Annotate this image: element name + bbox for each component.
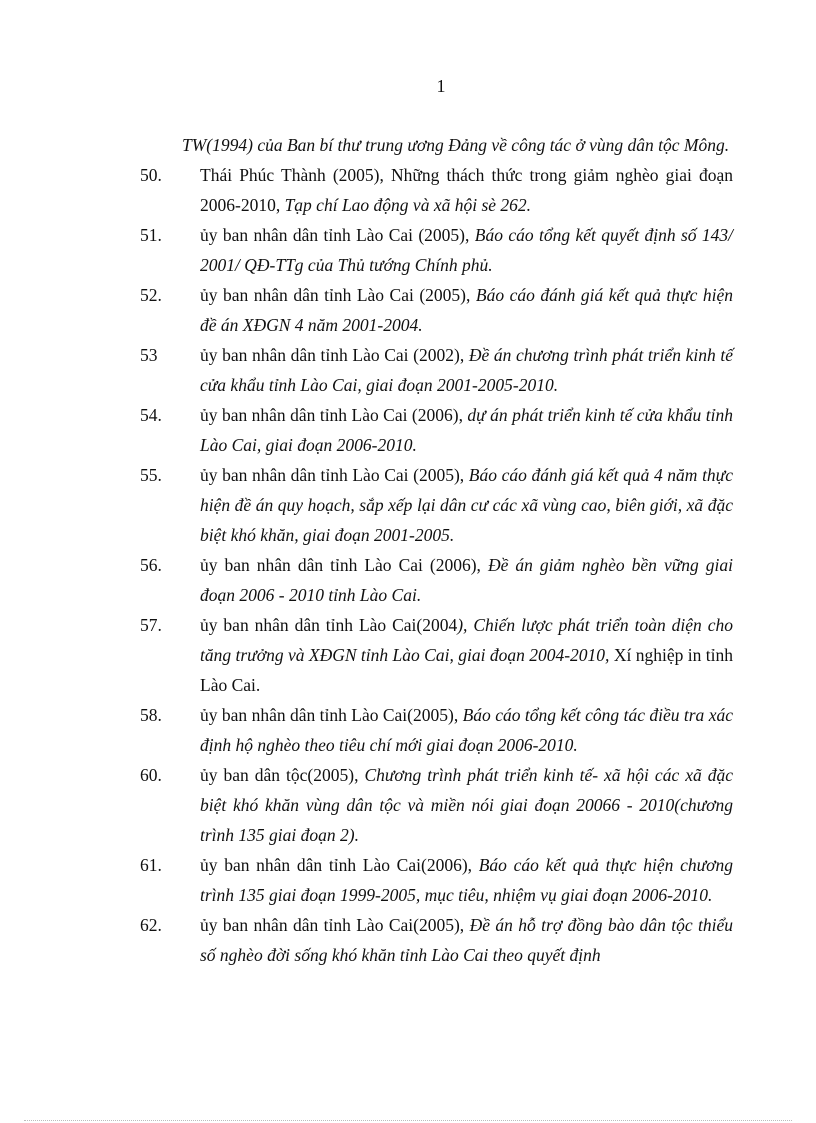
- page-bottom-rule: [24, 1120, 792, 1121]
- reference-author: ủy ban nhân dân tỉnh Lào Cai (2002),: [200, 345, 469, 365]
- reference-number: 61.: [140, 855, 162, 875]
- reference-author: ủy ban nhân dân tỉnh Lào Cai(2005),: [200, 915, 470, 935]
- reference-item: [140, 340, 733, 400]
- reference-author: ủy ban nhân dân tỉnh Lào Cai (2006),: [200, 555, 488, 575]
- reference-item: [140, 610, 733, 700]
- reference-title: Chương trình phát triển kinh tế- xã hội các xã đặc biệt khó khăn vùng dân tộc và miền nói giai đoạn 20066 - 2010(chương trình 135 giai đoạn 2).: [200, 765, 733, 845]
- page-number: 1: [436, 76, 446, 96]
- reference-title: Báo cáo tổng kết công tác điều tra xác định hộ nghèo theo tiêu chí mới giai đoạn 2006-2010.: [200, 705, 733, 755]
- reference-author: ủy ban dân tộc(2005),: [200, 765, 365, 785]
- reference-title: dự án phát triển kinh tế cửa khẩu tỉnh Lào Cai, giai đoạn 2006-2010.: [200, 405, 733, 455]
- reference-item: [140, 130, 733, 160]
- reference-item: [140, 280, 733, 340]
- reference-item: [140, 220, 733, 280]
- reference-number: 55.: [140, 465, 162, 485]
- reference-item: [140, 910, 733, 970]
- reference-title: Báo cáo kết quả thực hiện chương trình 135 giai đoạn 1999-2005, mục tiêu, nhiệm vụ giai đoạn 2006-2010.: [200, 855, 733, 905]
- reference-number: 56.: [140, 555, 162, 575]
- reference-number: 51.: [140, 225, 162, 245]
- reference-publisher: Xí nghiệp in tỉnh Lào Cai.: [200, 645, 733, 695]
- reference-title: Báo cáo tổng kết quyết định số 143/ 2001/ QĐ-TTg của Thủ tướng Chính phủ.: [200, 225, 733, 275]
- reference-number: 58.: [140, 705, 162, 725]
- reference-item: [140, 400, 733, 460]
- reference-author: ủy ban nhân dân tỉnh Lào Cai (2005),: [200, 225, 475, 245]
- reference-author: ủy ban nhân dân tỉnh Lào Cai(2005),: [200, 705, 463, 725]
- reference-item: [140, 850, 733, 910]
- reference-title: TW(1994) của Ban bí thư trung ương Đảng về công tác ở vùng dân tộc Mông.: [182, 135, 730, 155]
- reference-number: 50.: [140, 165, 162, 185]
- reference-title: Tạp chí Lao động và xã hội sè 262.: [284, 195, 532, 215]
- reference-author: ủy ban nhân dân tỉnh Lào Cai(2004: [200, 615, 458, 635]
- reference-title: Đề án chương trình phát triển kinh tế cửa khẩu tỉnh Lào Cai, giai đoạn 2001-2005-2010.: [200, 345, 733, 395]
- reference-author: ủy ban nhân dân tỉnh Lào Cai(2006),: [200, 855, 479, 875]
- reference-number: 57.: [140, 615, 162, 635]
- reference-title: Báo cáo đánh giá kết quả 4 năm thực hiện đề án quy hoạch, sắp xếp lại dân cư các xã vùng cao, biên giới, xã đặc biệt khó khăn, giai đoạn 2001-2005.: [200, 465, 733, 545]
- reference-title: ), Chiến lược phát triển toàn diện cho tăng trưởng và XĐGN tỉnh Lào Cai, giai đoạn 2004-2010,: [200, 615, 733, 665]
- reference-number: 60.: [140, 765, 162, 785]
- reference-author: ủy ban nhân dân tỉnh Lào Cai (2005),: [200, 465, 469, 485]
- reference-number: 53: [140, 345, 158, 365]
- reference-author: ủy ban nhân dân tỉnh Lào Cai (2005),: [200, 285, 476, 305]
- reference-number: 62.: [140, 915, 162, 935]
- reference-item: [140, 760, 733, 850]
- reference-item: [140, 160, 733, 220]
- reference-title: Đề án hỗ trợ đồng bào dân tộc thiểu số nghèo đời sống khó khăn tỉnh Lào Cai theo quyết định: [200, 915, 733, 965]
- reference-author: ủy ban nhân dân tỉnh Lào Cai (2006),: [200, 405, 468, 425]
- reference-item: [140, 550, 733, 610]
- reference-title: Đề án giảm nghèo bền vững giai đoạn 2006 - 2010 tỉnh Lào Cai.: [200, 555, 733, 605]
- reference-author: Thái Phúc Thành (2005), Những thách thức trong giảm nghèo giai đoạn 2006-2010,: [200, 165, 733, 215]
- reference-number: 54.: [140, 405, 162, 425]
- reference-item: [140, 700, 733, 760]
- reference-list: [140, 130, 733, 970]
- reference-title: Báo cáo đánh giá kết quả thực hiện đề án XĐGN 4 năm 2001-2004.: [200, 285, 733, 335]
- reference-item: [140, 460, 733, 550]
- reference-number: 52.: [140, 285, 162, 305]
